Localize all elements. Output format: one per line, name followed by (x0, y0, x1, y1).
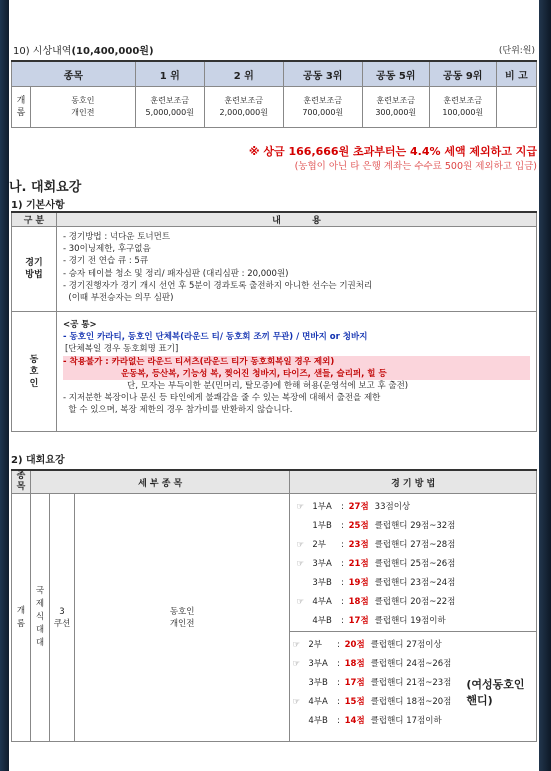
handicap-row (292, 712, 536, 731)
section-10-title (13, 42, 154, 57)
division-label: 4부B (312, 616, 332, 626)
basic-row-method (12, 227, 537, 312)
division-label: 1부A (312, 502, 332, 512)
handicap-rule: 클럽핸디 17점이하 (370, 716, 442, 726)
division-label: 4부A (312, 597, 332, 607)
division-label: 3부B (312, 578, 332, 588)
pointer-icon: ☞ (292, 640, 300, 650)
method-line-6: (이때 부전승자는 의무 심판) (63, 293, 174, 304)
dress-label: 동 호 인 (12, 312, 57, 432)
prize-cell-9th: 훈련보조금 100,000원 (429, 87, 496, 128)
target-score: 18점 (348, 597, 369, 607)
competition-header-detail: 세 부 종 목 (31, 470, 290, 494)
competition-table (11, 469, 537, 742)
separator: : (334, 697, 343, 707)
competition-col-table: 국 제 식 대 대 (31, 494, 50, 742)
separator: : (338, 616, 347, 626)
prize-header-remarks: 비 고 (496, 61, 536, 87)
prize-cell-5th: 훈련보조금 300,000원 (362, 87, 429, 128)
handicap-row (296, 612, 536, 631)
prize-header-5th: 공동 5위 (362, 61, 429, 87)
fee-notice: (농협이 아닌 타 은행 계좌는 수수료 500원 제외하고 입금) (294, 161, 537, 172)
handicap-row (296, 555, 536, 574)
method-line-1: - 경기방법 : 넉다운 토너먼트 (63, 232, 171, 242)
competition-col-type: 동호인 개인전 (75, 494, 290, 742)
section-na-title: 나. 대회요강 (9, 180, 82, 195)
target-score: 27점 (348, 502, 369, 512)
handicap-rule: 클럽핸디 27점이상 (370, 640, 442, 650)
handicap-row (292, 636, 536, 655)
male-handicap-list (296, 498, 536, 631)
basic-header-content: 내 용 (57, 212, 537, 227)
separator: : (334, 640, 343, 650)
dress-line-1: - 동호인 카라티, 동호인 단체복(라운드 티/ 동호회 조끼 무관) / 면바지 or 청바지 (63, 332, 368, 343)
division-label: 3부A (312, 559, 332, 569)
separator: : (338, 578, 347, 588)
handicap-rule: 클럽핸디 24점~26점 (370, 659, 452, 669)
target-score: 15점 (344, 697, 365, 707)
section2-title: 2) 대회요강 (11, 455, 65, 466)
basic-title: 1) 기본사항 (11, 200, 65, 211)
basic-header-row (12, 212, 537, 227)
female-handicap-cell (290, 632, 537, 742)
prize-event: 동호인 개인전 (31, 87, 136, 128)
separator: : (338, 559, 347, 569)
competition-col-game: 3 쿠션 (50, 494, 75, 742)
target-score: 20점 (344, 640, 365, 650)
competition-row-male (12, 494, 537, 632)
separator: : (338, 502, 347, 512)
handicap-row (296, 536, 536, 555)
handicap-row (296, 574, 536, 593)
handicap-rule: 클럽핸디 27점~28점 (374, 540, 456, 550)
unit-label: (단위:원) (498, 46, 535, 56)
method-line-4: - 승자 테이블 청소 및 정리/ 패자심판 (대리심판 : 20,000원) (63, 268, 289, 279)
prize-row-label: 개 롬 (12, 87, 31, 128)
prize-cell-remarks (496, 87, 536, 128)
competition-header-row (12, 470, 537, 494)
pointer-icon: ☞ (296, 559, 304, 569)
dress-line-4: 운동복, 등산복, 기능성 복, 찢어진 청바지, 타이즈, 샌들, 슬리퍼, 힐 등 (63, 368, 530, 380)
dress-line-5: 단, 모자는 부득이한 분(민머리, 탈모증)에 한해 허용(운영석에 보고 후 출전) (127, 381, 409, 392)
division-label: 2부 (312, 540, 326, 550)
prize-header-event: 종목 (12, 61, 136, 87)
division-label: 1부B (312, 521, 332, 531)
pointer-icon: ☞ (296, 540, 304, 550)
document-page (9, 0, 539, 771)
prize-table (11, 60, 537, 128)
handicap-row (296, 593, 536, 612)
prize-header-2nd: 2 위 (204, 61, 283, 87)
competition-header-method: 경 기 방 법 (290, 470, 537, 494)
target-score: 21점 (348, 559, 369, 569)
target-score: 23점 (348, 540, 369, 550)
prize-row (12, 87, 537, 128)
handicap-rule: 클럽핸디 19점이하 (374, 616, 446, 626)
handicap-rule: 클럽핸디 23점~24점 (374, 578, 456, 588)
basic-table (11, 211, 537, 432)
competition-col-event: 개 롬 (12, 494, 31, 742)
separator: : (334, 716, 343, 726)
prize-header-9th: 공동 9위 (429, 61, 496, 87)
basic-header-category: 구 분 (12, 212, 57, 227)
dress-line-3: - 착용불가 : 카라없는 라운드 티셔츠(라운드 티가 동호회복일 경우 제외) (63, 356, 530, 368)
division-label: 3부A (308, 659, 328, 669)
male-handicap-cell (290, 494, 537, 632)
method-line-5: - 경기진행자가 경기 개시 선언 후 5분이 경과토록 출전하지 아니한 선수는 기권처리 (63, 280, 373, 291)
handicap-rule: 클럽핸디 20점~22점 (374, 597, 456, 607)
handicap-rule: 클럽핸디 25점~26점 (374, 559, 456, 569)
prize-header-3rd: 공동 3위 (283, 61, 362, 87)
method-content (57, 227, 537, 312)
target-score: 19점 (348, 578, 369, 588)
target-score: 25점 (348, 521, 369, 531)
competition-header-event: 종 목 (12, 470, 31, 494)
method-line-3: - 경기 전 연습 큐 : 5큐 (63, 256, 149, 267)
dress-content (57, 312, 537, 432)
division-label: 2부 (308, 640, 322, 650)
separator: : (338, 540, 347, 550)
female-handicap-label: (여성동호인 핸디) (466, 678, 525, 707)
pointer-icon: ☞ (296, 597, 304, 607)
handicap-row (296, 498, 536, 517)
section-10-label: 10) 시상내역 (13, 46, 72, 57)
scan-edge-left (0, 0, 9, 771)
handicap-rule: 33점이상 (374, 502, 411, 512)
handicap-row (292, 655, 536, 674)
pointer-icon: ☞ (292, 697, 300, 707)
section-10-amount: (10,400,000원) (71, 46, 154, 57)
handicap-rule: 클럽핸디 21점~23점 (370, 678, 452, 688)
separator: : (334, 678, 343, 688)
dress-line-2: [단체복일 경우 동호회명 표기] (65, 344, 179, 355)
division-label: 4부B (308, 716, 328, 726)
basic-row-dress (12, 312, 537, 432)
division-label: 4부A (308, 697, 328, 707)
separator: : (334, 659, 343, 669)
dress-line-7: 할 수 있으며, 복장 제한의 경우 참가비를 반환하지 않습니다. (63, 405, 293, 416)
dress-line-6: - 지저분한 복장이나 문신 등 타인에게 불쾌감을 줄 수 있는 복장에 대해서 출전을 제한 (63, 393, 381, 404)
separator: : (338, 597, 347, 607)
handicap-row (296, 517, 536, 536)
prize-cell-1st: 훈련보조금 5,000,000원 (135, 87, 204, 128)
prize-cell-2nd: 훈련보조금 2,000,000원 (204, 87, 283, 128)
separator: : (338, 521, 347, 531)
tax-notice: ※ 상금 166,666원 초과부터는 4.4% 세액 제외하고 지급 (248, 145, 537, 158)
prize-cell-3rd: 훈련보조금 700,000원 (283, 87, 362, 128)
pointer-icon: ☞ (296, 502, 304, 512)
division-label: 3부B (308, 678, 328, 688)
dress-common-heading: <공 통> (63, 320, 97, 330)
prize-header-1st: 1 위 (135, 61, 204, 87)
scan-edge-right (539, 0, 551, 771)
method-line-2: - 30이닝제한, 후구없음 (63, 244, 151, 255)
target-score: 14점 (344, 716, 365, 726)
handicap-rule: 클럽핸디 29점~32점 (374, 521, 456, 531)
target-score: 17점 (348, 616, 369, 626)
pointer-icon: ☞ (292, 659, 300, 669)
target-score: 18점 (344, 659, 365, 669)
target-score: 17점 (344, 678, 365, 688)
prize-header-row (12, 61, 537, 87)
handicap-rule: 클럽핸디 18점~20점 (370, 697, 452, 707)
method-label: 경기 방법 (12, 227, 57, 312)
